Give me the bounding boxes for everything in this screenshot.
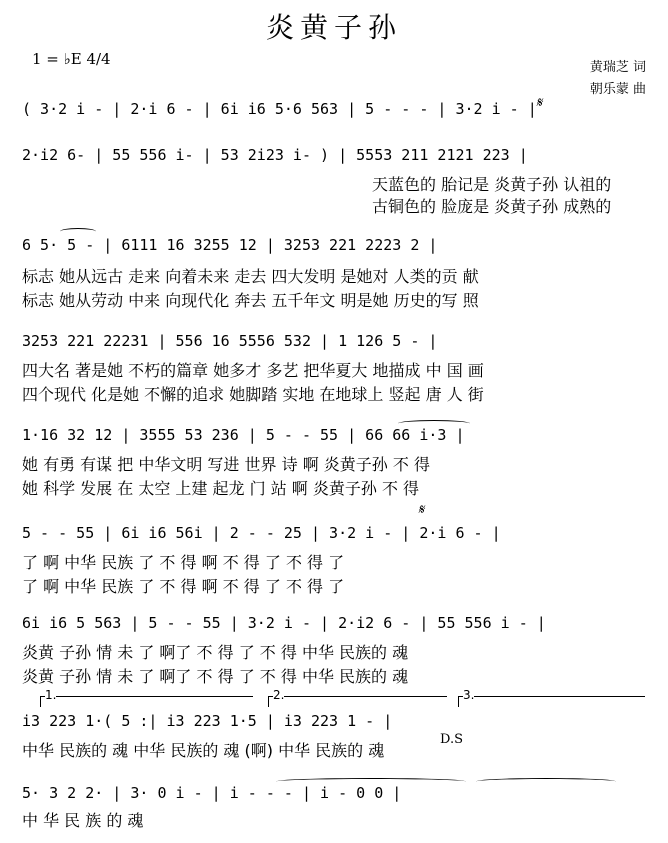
- song-title: 炎黄子孙: [265, 11, 402, 44]
- lyric-row-5-verse-1: 她 有勇 有谋 把 中华文明 写进 世界 诗 啊 炎黄子孙 不 得: [22, 455, 430, 474]
- volta-1: [40, 688, 253, 707]
- lyric-row-5-verse-2: 她 科学 发展 在 太空 上建 起龙 门 站 啊 炎黄子孙 不 得: [22, 479, 420, 498]
- lyric-row-7-verse-1: 炎黄 子孙 情 未 了 啊了 不 得 了 不 得 中华 民族的 魂: [22, 643, 409, 662]
- notation-row-7: 6i i6 5 563 | 5 - - 55 | 3·2 i - | 2·i2 6 - | 55 556 i - |: [22, 614, 546, 632]
- notation-row-1: ( 3·2 i - | 2·i 6 - | 6i i6 5·6 563 | 5 - - - | 3·2 i - |: [22, 100, 537, 118]
- tie-arc: [276, 778, 466, 785]
- slur-arc: [398, 420, 470, 427]
- lyric-row-2-verse-1: 天蓝色的 胎记是 炎黄子孙 认祖的: [372, 175, 612, 194]
- key-signature: 1 = ♭E 4/4: [32, 50, 111, 68]
- volta-2: [268, 688, 447, 707]
- notation-row-6: 5 - - 55 | 6i i6 56i | 2 - - 25 | 3·2 i - | 2·i 6 - |: [22, 524, 501, 542]
- lyric-row-7-verse-2: 炎黄 子孙 情 未 了 啊了 不 得 了 不 得 中华 民族的 魂: [22, 667, 409, 686]
- notation-row-8: i3 223 1·( 5 :| i3 223 1·5 | i3 223 1 - |: [22, 712, 393, 730]
- slur-arc: [60, 228, 96, 235]
- lyric-row-4-verse-2: 四个现代 化是她 不懈的追求 她脚踏 实地 在地球上 竖起 唐 人 街: [22, 385, 484, 404]
- lyricist-credit: 黄瑞芝 词: [589, 60, 646, 75]
- dal-segno-mark: D.S: [440, 732, 463, 747]
- lyric-row-3-verse-1: 标志 她从远古 走来 向着未来 走去 四大发明 是她对 人类的贡 献: [22, 267, 479, 286]
- tie-arc: [476, 778, 616, 785]
- lyric-row-2-verse-2: 古铜色的 脸庞是 炎黄子孙 成熟的: [372, 197, 612, 216]
- segno-mark: 𝄋: [536, 95, 543, 111]
- notation-row-9: 5· 3 2 2· | 3· 0 i - | i - - - | i - 0 0 |: [22, 784, 402, 802]
- volta-3: [458, 688, 645, 707]
- notation-row-4: 3253 221 22231 | 556 16 5556 532 | 1 126 5 - |: [22, 332, 438, 350]
- notation-row-5: 1·16 32 12 | 3555 53 236 | 5 - - 55 | 66 66 i·3 |: [22, 426, 465, 444]
- notation-row-2: 2·i2 6- | 55 556 i- | 53 2i23 i- ) | 5553 211 2121 223 |: [22, 146, 528, 164]
- composer-credit: 朝乐蒙 曲: [589, 82, 646, 97]
- lyric-row-9: 中 华 民 族 的 魂: [22, 811, 144, 830]
- lyric-row-6-verse-1: 了 啊 中华 民族 了 不 得 啊 不 得 了 不 得 了: [22, 553, 345, 572]
- volta-1-label: 1.: [45, 688, 57, 702]
- lyric-row-6-verse-2: 了 啊 中华 民族 了 不 得 啊 不 得 了 不 得 了: [22, 577, 345, 596]
- volta-3-label: 3.: [463, 688, 475, 702]
- lyric-row-8: 中华 民族的 魂 中华 民族的 魂 (啊) 中华 民族的 魂: [22, 741, 385, 760]
- lyric-row-4-verse-1: 四大名 著是她 不朽的篇章 她多才 多艺 把华夏大 地描成 中 国 画: [22, 361, 484, 380]
- segno-mark-2: 𝄋: [418, 502, 425, 518]
- lyric-row-3-verse-2: 标志 她从劳动 中来 向现代化 奔去 五千年文 明是她 历史的写 照: [22, 291, 479, 310]
- notation-row-3: 6 5· 5 - | 6111 16 3255 12 | 3253 221 2223 2 |: [22, 236, 438, 254]
- volta-2-label: 2.: [273, 688, 285, 702]
